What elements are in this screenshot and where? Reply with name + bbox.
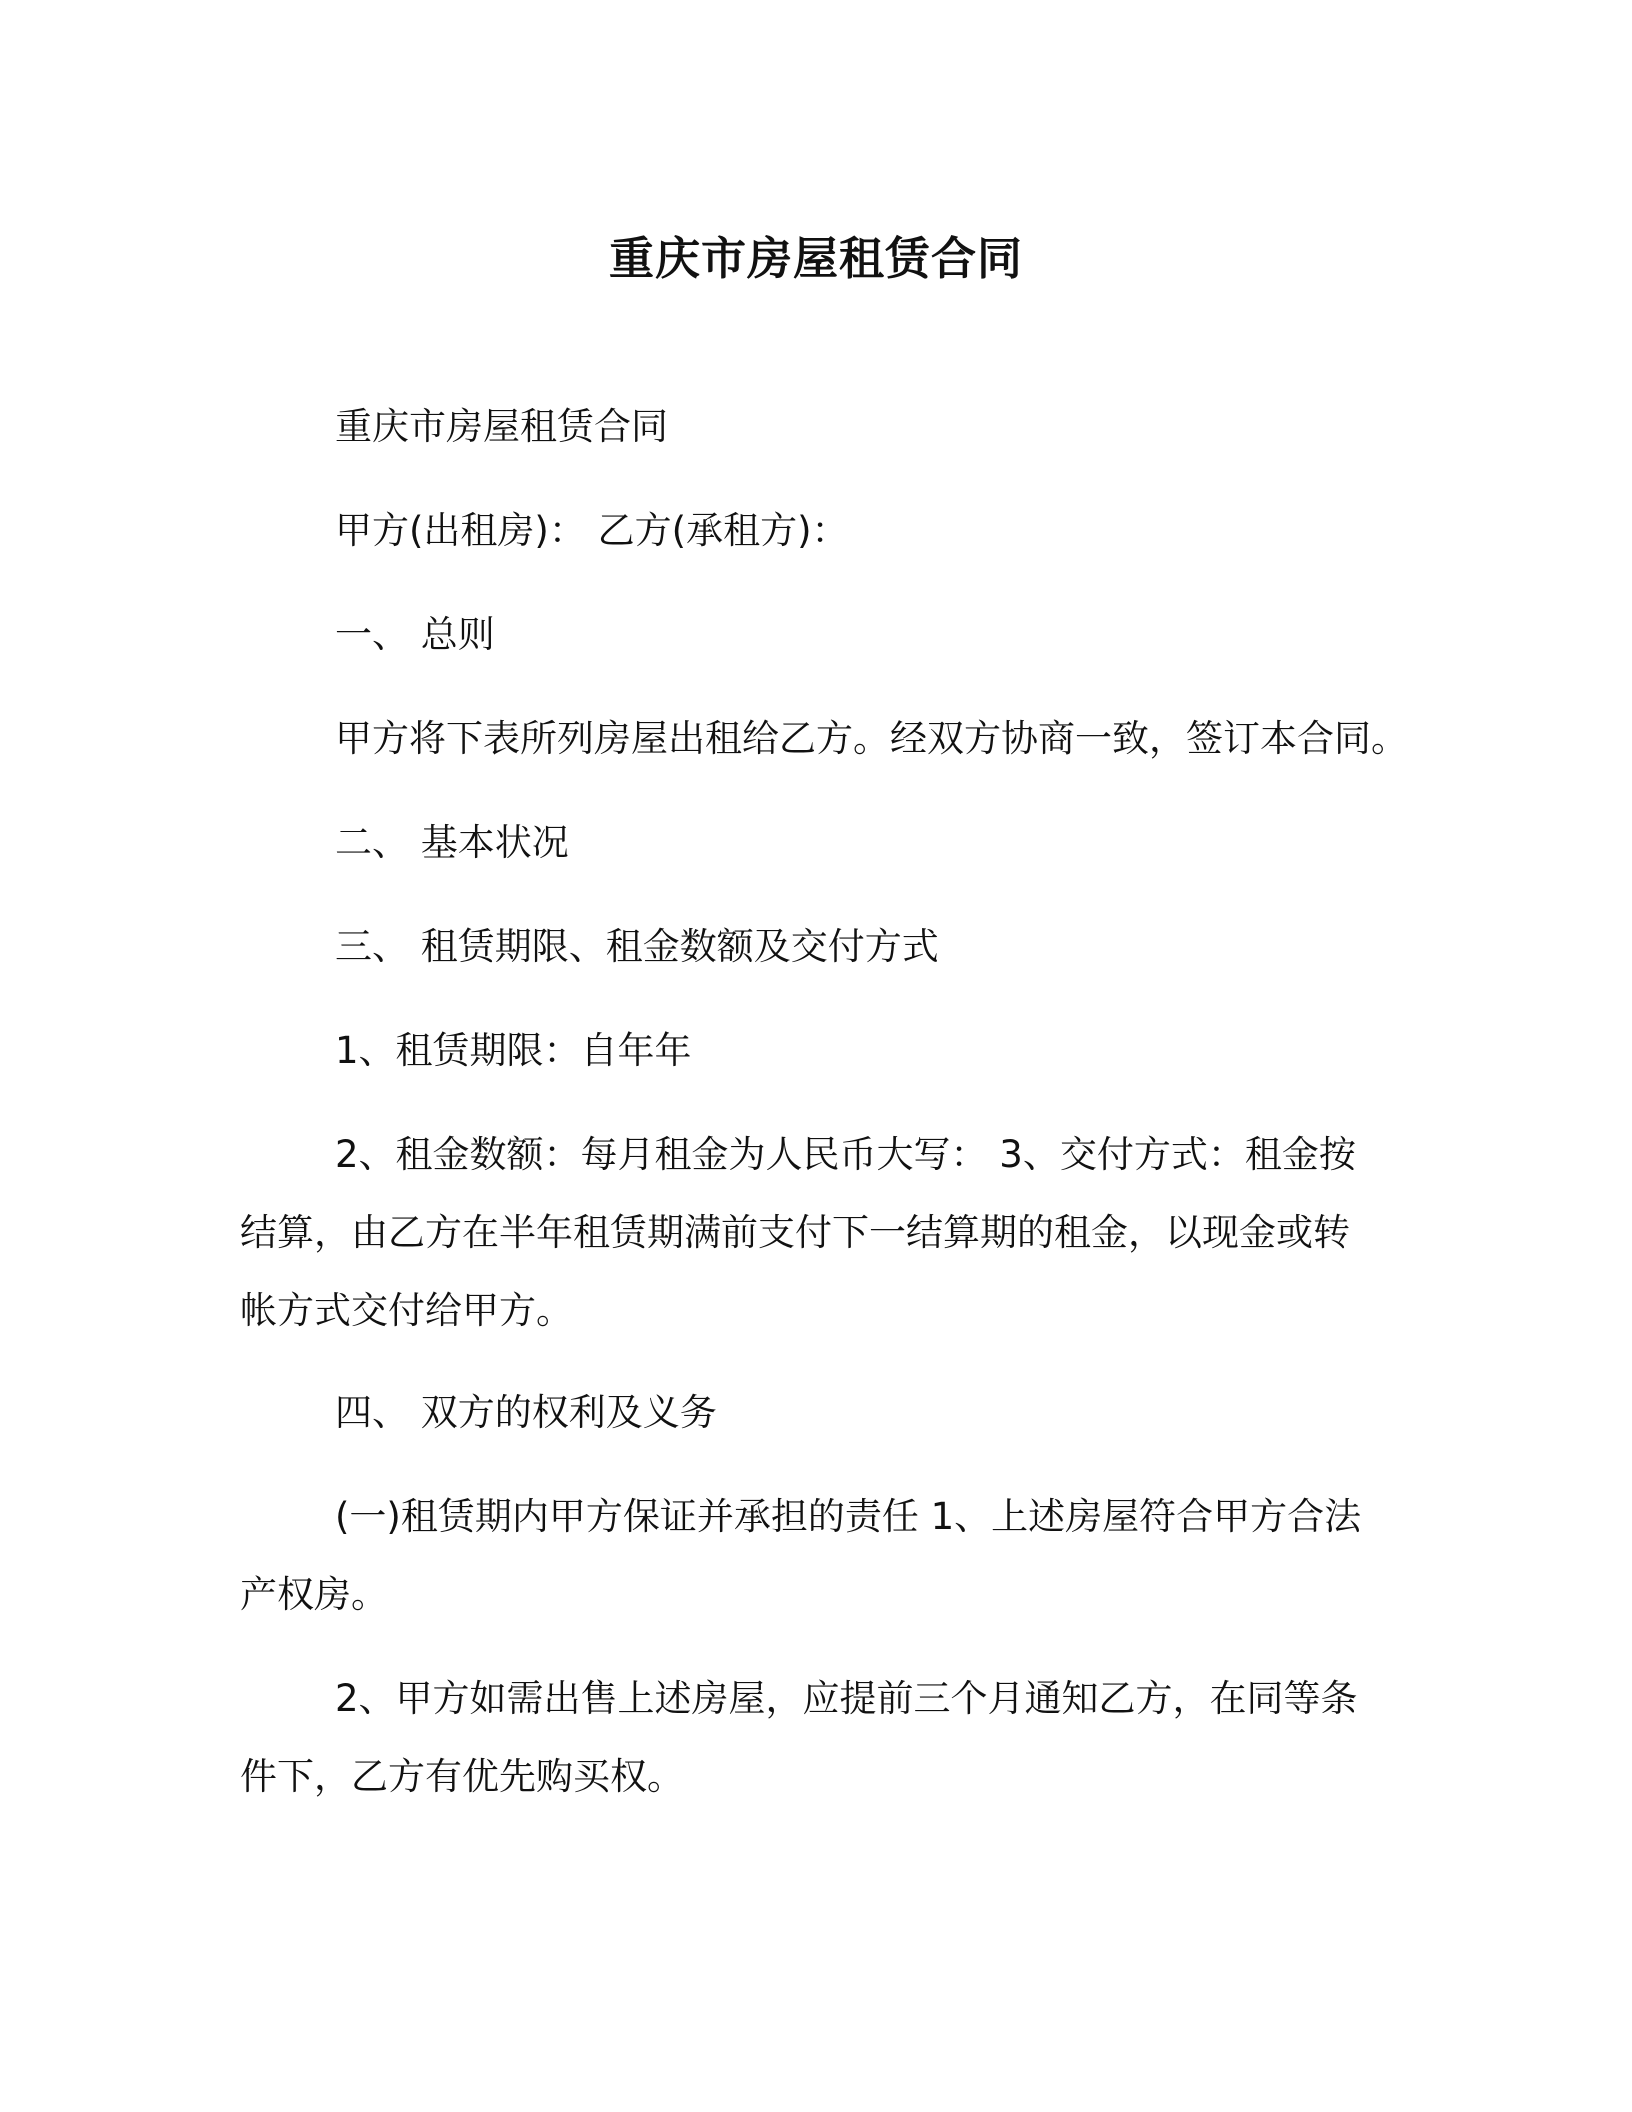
document-title: 重庆市房屋租赁合同 xyxy=(608,232,1023,285)
paragraph-line: (一)租赁期内甲方保证并承担的责任 1、上述房屋符合甲方合法 xyxy=(335,1495,1362,1538)
paragraph-lease-period xyxy=(335,1012,1495,1090)
paragraph-line: 重庆市房屋租赁合同 xyxy=(335,405,668,448)
paragraph-line: 四、 双方的权利及义务 xyxy=(335,1391,717,1434)
paragraph-subtitle xyxy=(335,388,1495,466)
paragraph-line: 产权房。 xyxy=(240,1573,388,1616)
paragraph-parties xyxy=(335,492,1495,570)
section-heading-general xyxy=(335,596,1495,674)
paragraph-line: 一、 总则 xyxy=(335,613,495,656)
paragraph-line: 甲方将下表所列房屋出租给乙方。经双方协商一致，签订本合同。 xyxy=(335,717,1408,760)
paragraph-line: 1、租赁期限：自年年 xyxy=(335,1029,692,1072)
paragraph-landlord-duties xyxy=(240,1478,1400,1634)
paragraph-line: 甲方(出租房)： 乙方(承租方)： xyxy=(335,509,849,552)
paragraph-line: 2、租金数额：每月租金为人民币大写： 3、交付方式：租金按 xyxy=(335,1133,1356,1176)
paragraph-rent-amount xyxy=(240,1116,1400,1350)
paragraph-line: 2、甲方如需出售上述房屋，应提前三个月通知乙方，在同等条 xyxy=(335,1677,1358,1720)
paragraph-sale-notice xyxy=(240,1660,1400,1816)
paragraph-line: 二、 基本状况 xyxy=(335,821,569,864)
section-heading-lease-term xyxy=(335,908,1495,986)
paragraph-general-text xyxy=(335,700,1495,778)
section-heading-rights xyxy=(335,1374,1495,1452)
paragraph-line: 三、 租赁期限、租金数额及交付方式 xyxy=(335,925,939,968)
section-heading-basic-status xyxy=(335,804,1495,882)
paragraph-line: 结算，由乙方在半年租赁期满前支付下一结算期的租金，以现金或转 xyxy=(240,1211,1350,1254)
paragraph-line: 帐方式交付给甲方。 xyxy=(240,1289,573,1332)
paragraph-line: 件下，乙方有优先购买权。 xyxy=(240,1755,684,1798)
